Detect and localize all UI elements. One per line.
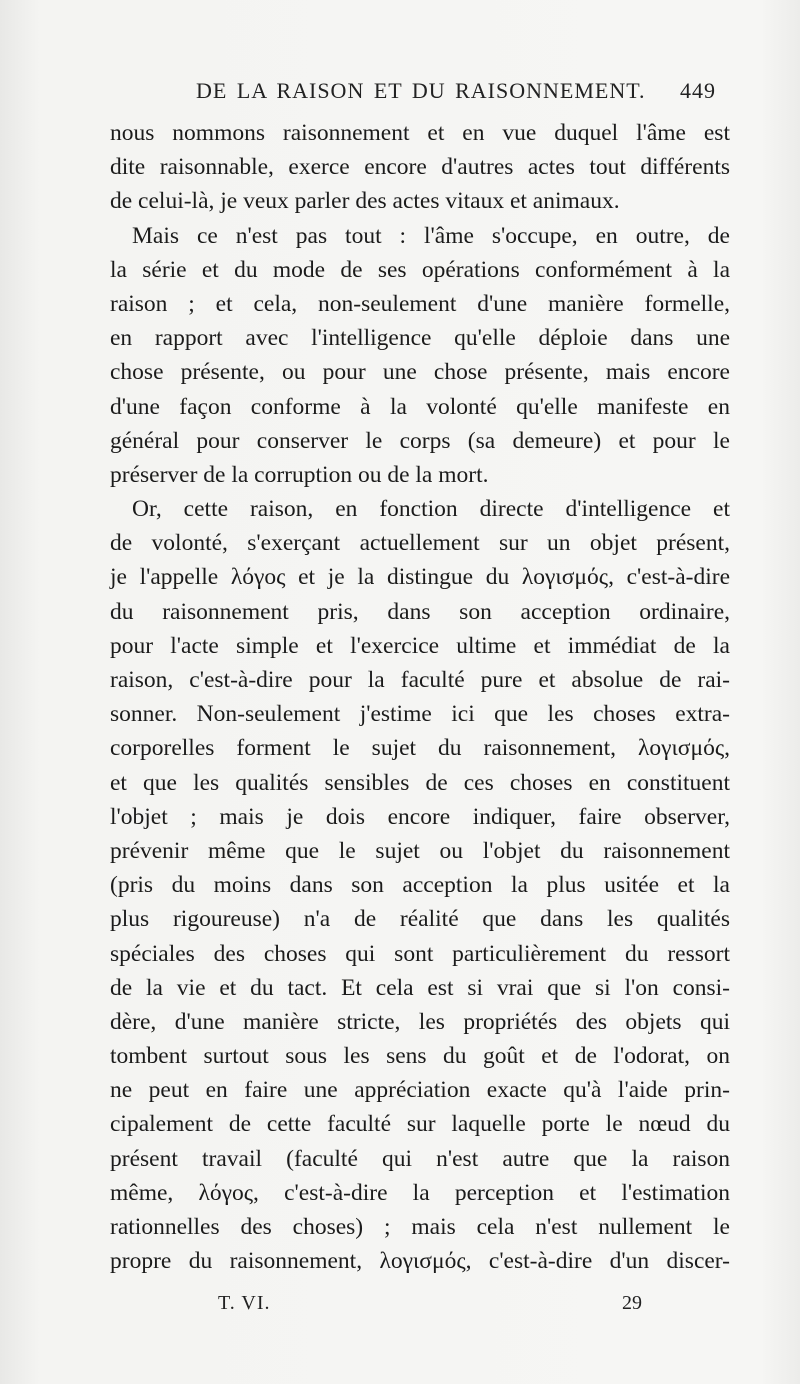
text-line: dite raisonnable, exerce encore d'autres actes tout différents (110, 154, 730, 181)
text-line: sonner. Non-seulement j'estime ici que les choses extra- (110, 701, 730, 728)
text-line: ne peut en faire une appréciation exacte qu'à l'aide prin- (110, 1077, 730, 1104)
text-line: prévenir même que le sujet ou l'objet du raisonnement (110, 837, 730, 864)
text-line: en rapport avec l'intelligence qu'elle déploie dans une (110, 325, 730, 352)
text-line: de la vie et du tact. Et cela est si vrai que si l'on consi- (110, 974, 730, 1001)
running-title: DE LA RAISON ET DU RAISONNEMENT. (196, 78, 646, 103)
text-line: plus rigoureuse) n'a de réalité que dans les qualités (110, 906, 730, 933)
text-line: tombent surtout sous les sens du goût et de l'odorat, on (110, 1043, 730, 1070)
volume-mark: T. VI. (218, 1292, 271, 1314)
text-line: je l'appelle λόγος et je la distingue du λογισμός, c'est-à-dire (110, 564, 730, 591)
text-line: Or, cette raison, en fonction directe d'intelligence et (132, 496, 730, 523)
text-line: de celui-là, je veux parler des actes vitaux et animaux. (110, 188, 620, 215)
text-line: du raisonnement pris, dans son acception ordinaire, (110, 598, 730, 625)
text-line: raison, c'est-à-dire pour la faculté pure et absolue de rai- (110, 667, 730, 693)
text-line: corporelles forment le sujet du raisonnement, λογισμός, (110, 735, 730, 762)
text-line: pour l'acte simple et l'exercice ultime et immédiat de la (110, 632, 730, 659)
text-line: chose présente, ou pour une chose présente, mais encore (110, 359, 730, 386)
text-line: d'une façon conforme à la volonté qu'elle manifeste en (110, 393, 730, 420)
text-line: rationnelles des choses) ; mais cela n'est nullement le (110, 1214, 730, 1240)
text-line: dère, d'une manière stricte, les propriétés des objets qui (110, 1008, 730, 1035)
text-line: spéciales des choses qui sont particulièrement du ressort (110, 940, 730, 967)
text-line: la série et du mode de ses opérations conformément à la (110, 256, 730, 283)
text-line: et que les qualités sensibles de ces choses en constituent (110, 769, 730, 796)
text-line: général pour conserver le corps (sa demeure) et pour le (110, 427, 730, 454)
text-line: (pris du moins dans son acception la plus usitée et la (110, 872, 730, 899)
text-line: cipalement de cette faculté sur laquelle porte le nœud du (110, 1111, 730, 1138)
text-line: raison ; et cela, non-seulement d'une manière formelle, (110, 290, 730, 317)
body-text (110, 116, 730, 1278)
text-line: présent travail (faculté qui n'est autre que la raison (110, 1145, 730, 1172)
text-line: Mais ce n'est pas tout : l'âme s'occupe, en outre, de (132, 222, 730, 249)
page-header (0, 78, 800, 112)
text-line: propre du raisonnement, λογισμός, c'est-à-dire d'un discer- (110, 1248, 730, 1275)
text-line: de volonté, s'exerçant actuellement sur un objet présent, (110, 530, 730, 557)
page-number: 449 (680, 78, 716, 103)
text-line: même, λόγος, c'est-à-dire la perception et l'estimation (110, 1179, 730, 1206)
text-line: l'objet ; mais je dois encore indiquer, faire observer, (110, 803, 730, 830)
page-footer (0, 1292, 800, 1322)
text-line: nous nommons raisonnement et en vue duquel l'âme est (110, 120, 730, 146)
text-line: préserver de la corruption ou de la mort. (110, 461, 489, 488)
signature-mark: 29 (622, 1292, 642, 1314)
